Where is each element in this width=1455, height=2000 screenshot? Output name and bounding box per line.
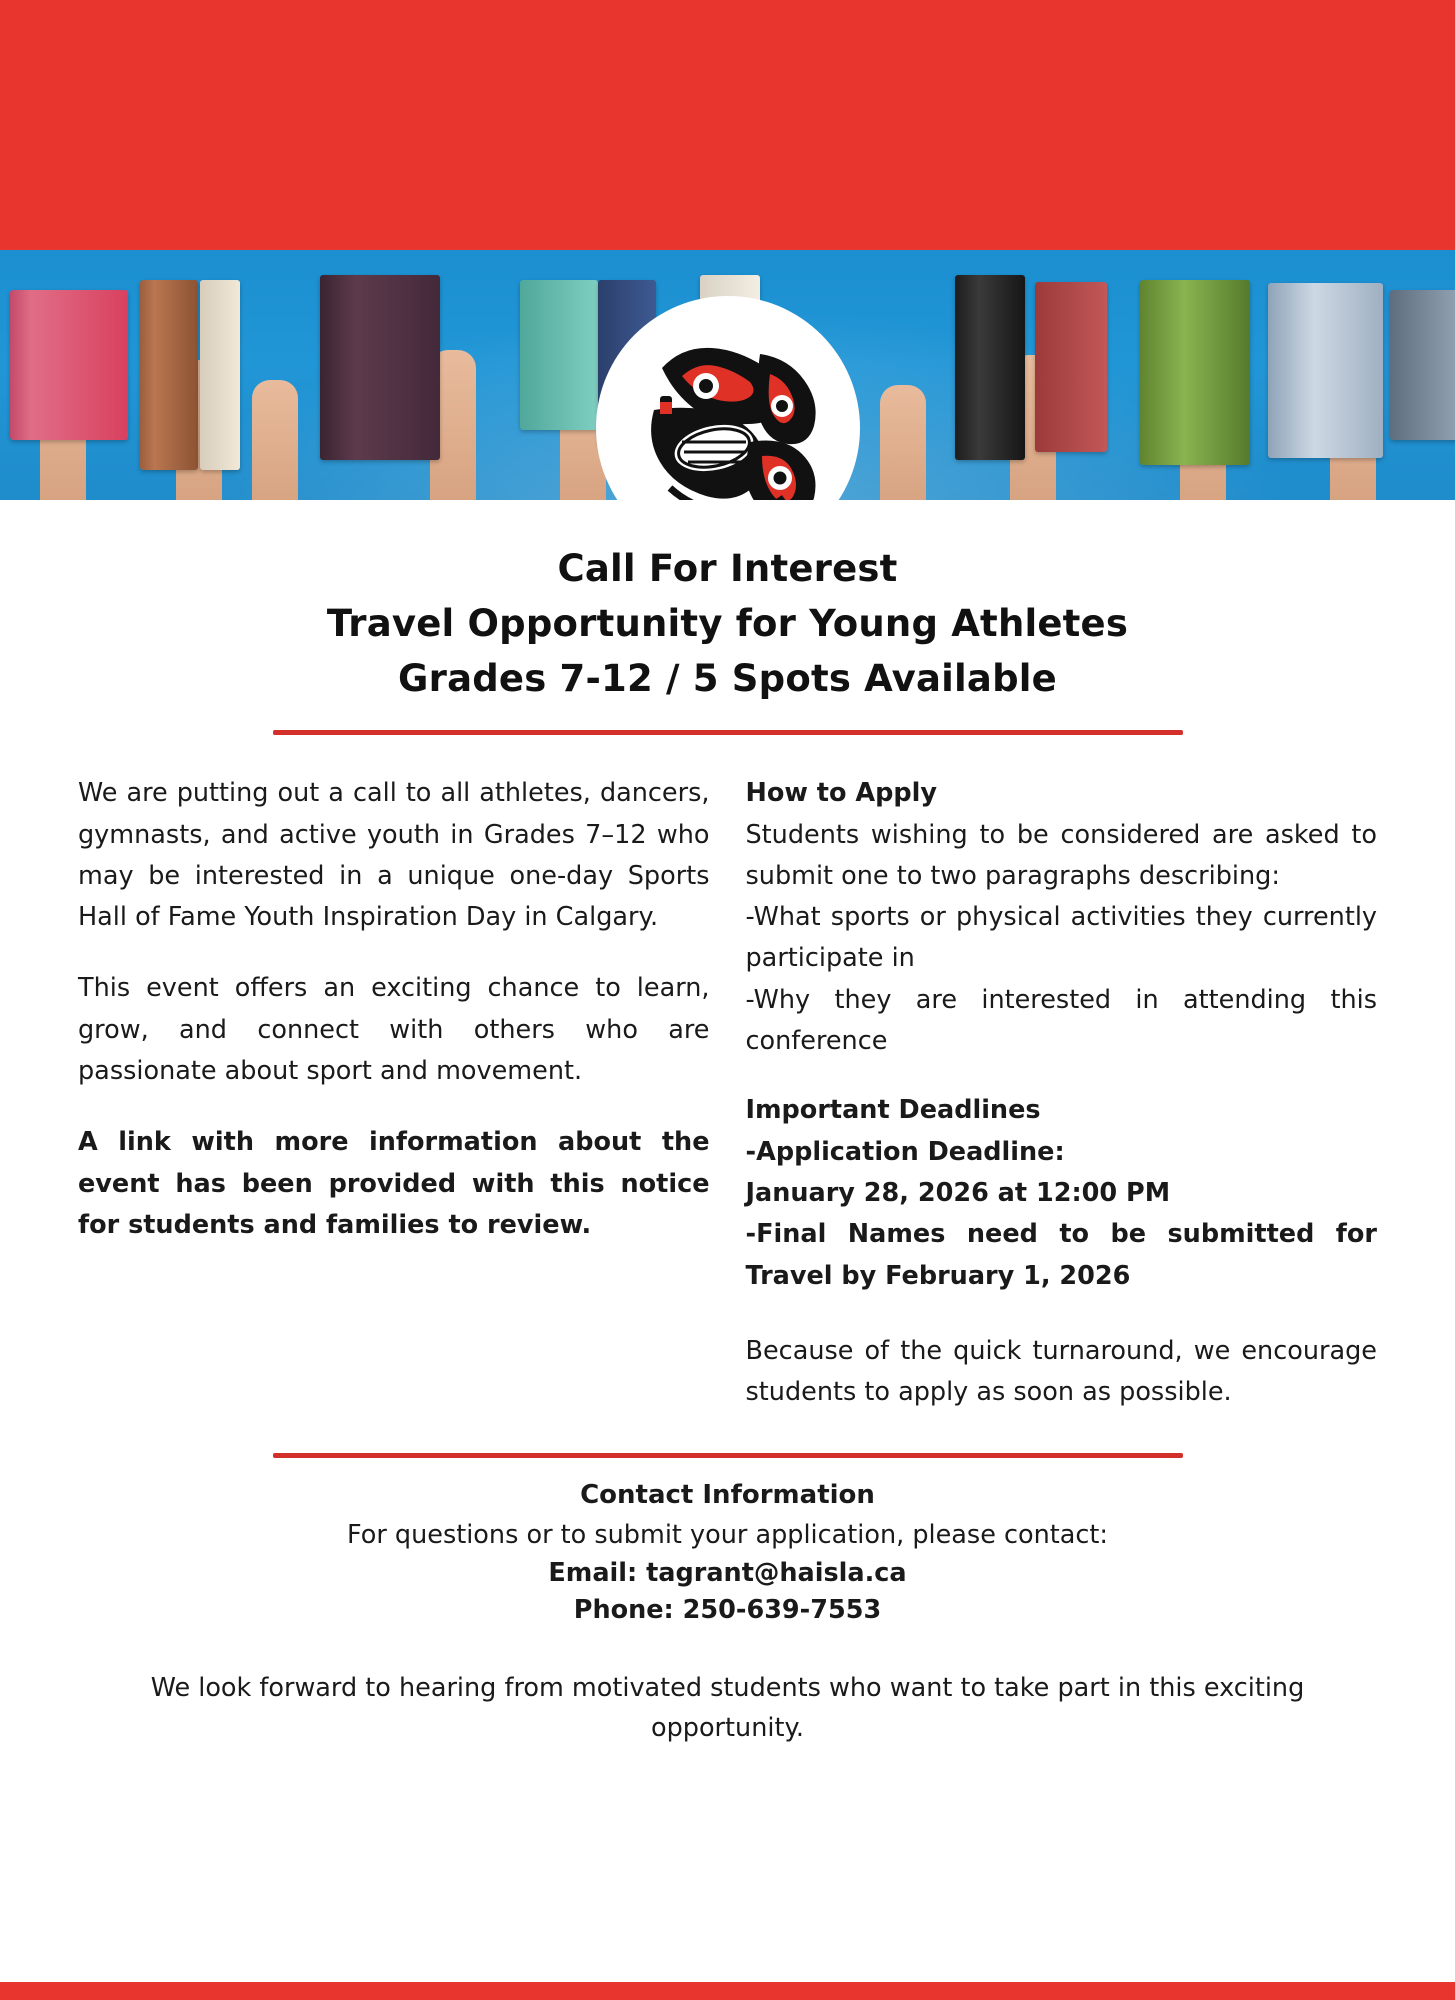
book-shape [520,280,598,430]
title-line-2: Travel Opportunity for Young Athletes [326,601,1129,645]
deadline-2: -Final Names need to be submitted for Travel by February 1, 2026 [745,1219,1377,1291]
left-paragraph-1: We are putting out a call to all athletes, dancers, gymnasts, and active youth in Grades 7–12 who may be interested in a unique one-day Sports Hall of Fame Youth Inspiration Day in Calgary. [78,778,710,933]
spacer [746,1062,1378,1090]
banner-photo-hands-holding-books [0,250,1455,500]
title-line-3: Grades 7-12 / 5 Spots Available [398,656,1057,700]
haisla-crest-logo [602,302,854,500]
header-red-band [0,0,1455,250]
left-column [78,773,710,1246]
closing-statement: We look forward to hearing from motivated students who want to take part in this exciting opportunity. [150,1673,1305,1743]
left-paragraph-3: A link with more information about the event has been provided with this notice for students and families to review. [78,1127,710,1240]
hand-shape [880,385,926,500]
left-paragraph-2: This event offers an exciting chance to learn, grow, and connect with others who are passionate about sport and movement. [78,973,710,1087]
book-shape [10,290,128,440]
hand-shape [252,380,298,500]
book-shape [200,280,240,470]
contact-intro: For questions or to submit your application, please contact: [346,1520,1109,1551]
spacer [746,1297,1378,1331]
formline-crest-icon [610,310,846,500]
right-column [746,773,1378,1413]
body-columns [0,735,1455,1413]
deadline-1-label: -Application Deadline: [745,1136,1065,1167]
deadlines-heading: Important Deadlines [745,1095,1041,1126]
book-shape [1390,290,1455,440]
contact-heading: Contact Information [580,1480,875,1511]
footer-red-band [0,1982,1455,2000]
how-to-apply-intro: Students wishing to be considered are asked to submit one to two paragraphs describing: [745,819,1377,891]
poster-title-block [0,542,1455,706]
contact-block [0,1458,1455,1629]
title-line-1: Call For Interest [557,547,898,590]
book-shape [1140,280,1250,465]
how-to-apply-bullet-2: -Why they are interested in attending this conference [745,984,1377,1057]
book-shape [955,275,1025,460]
how-to-apply-bullet-1: -What sports or physical activities they currently participate in [745,902,1377,974]
contact-phone[interactable]: Phone: 250-639-7553 [573,1594,882,1625]
book-shape [320,275,440,460]
contact-email[interactable]: Email: tagrant@haisla.ca [548,1557,907,1588]
book-shape [1268,283,1383,458]
deadline-1-value: January 28, 2026 at 12:00 PM [745,1177,1171,1208]
how-to-apply-heading: How to Apply [745,778,937,809]
book-shape [140,280,198,470]
book-shape [1035,282,1107,452]
quick-turnaround-note: Because of the quick turnaround, we encourage students to apply as soon as possible. [745,1335,1377,1408]
